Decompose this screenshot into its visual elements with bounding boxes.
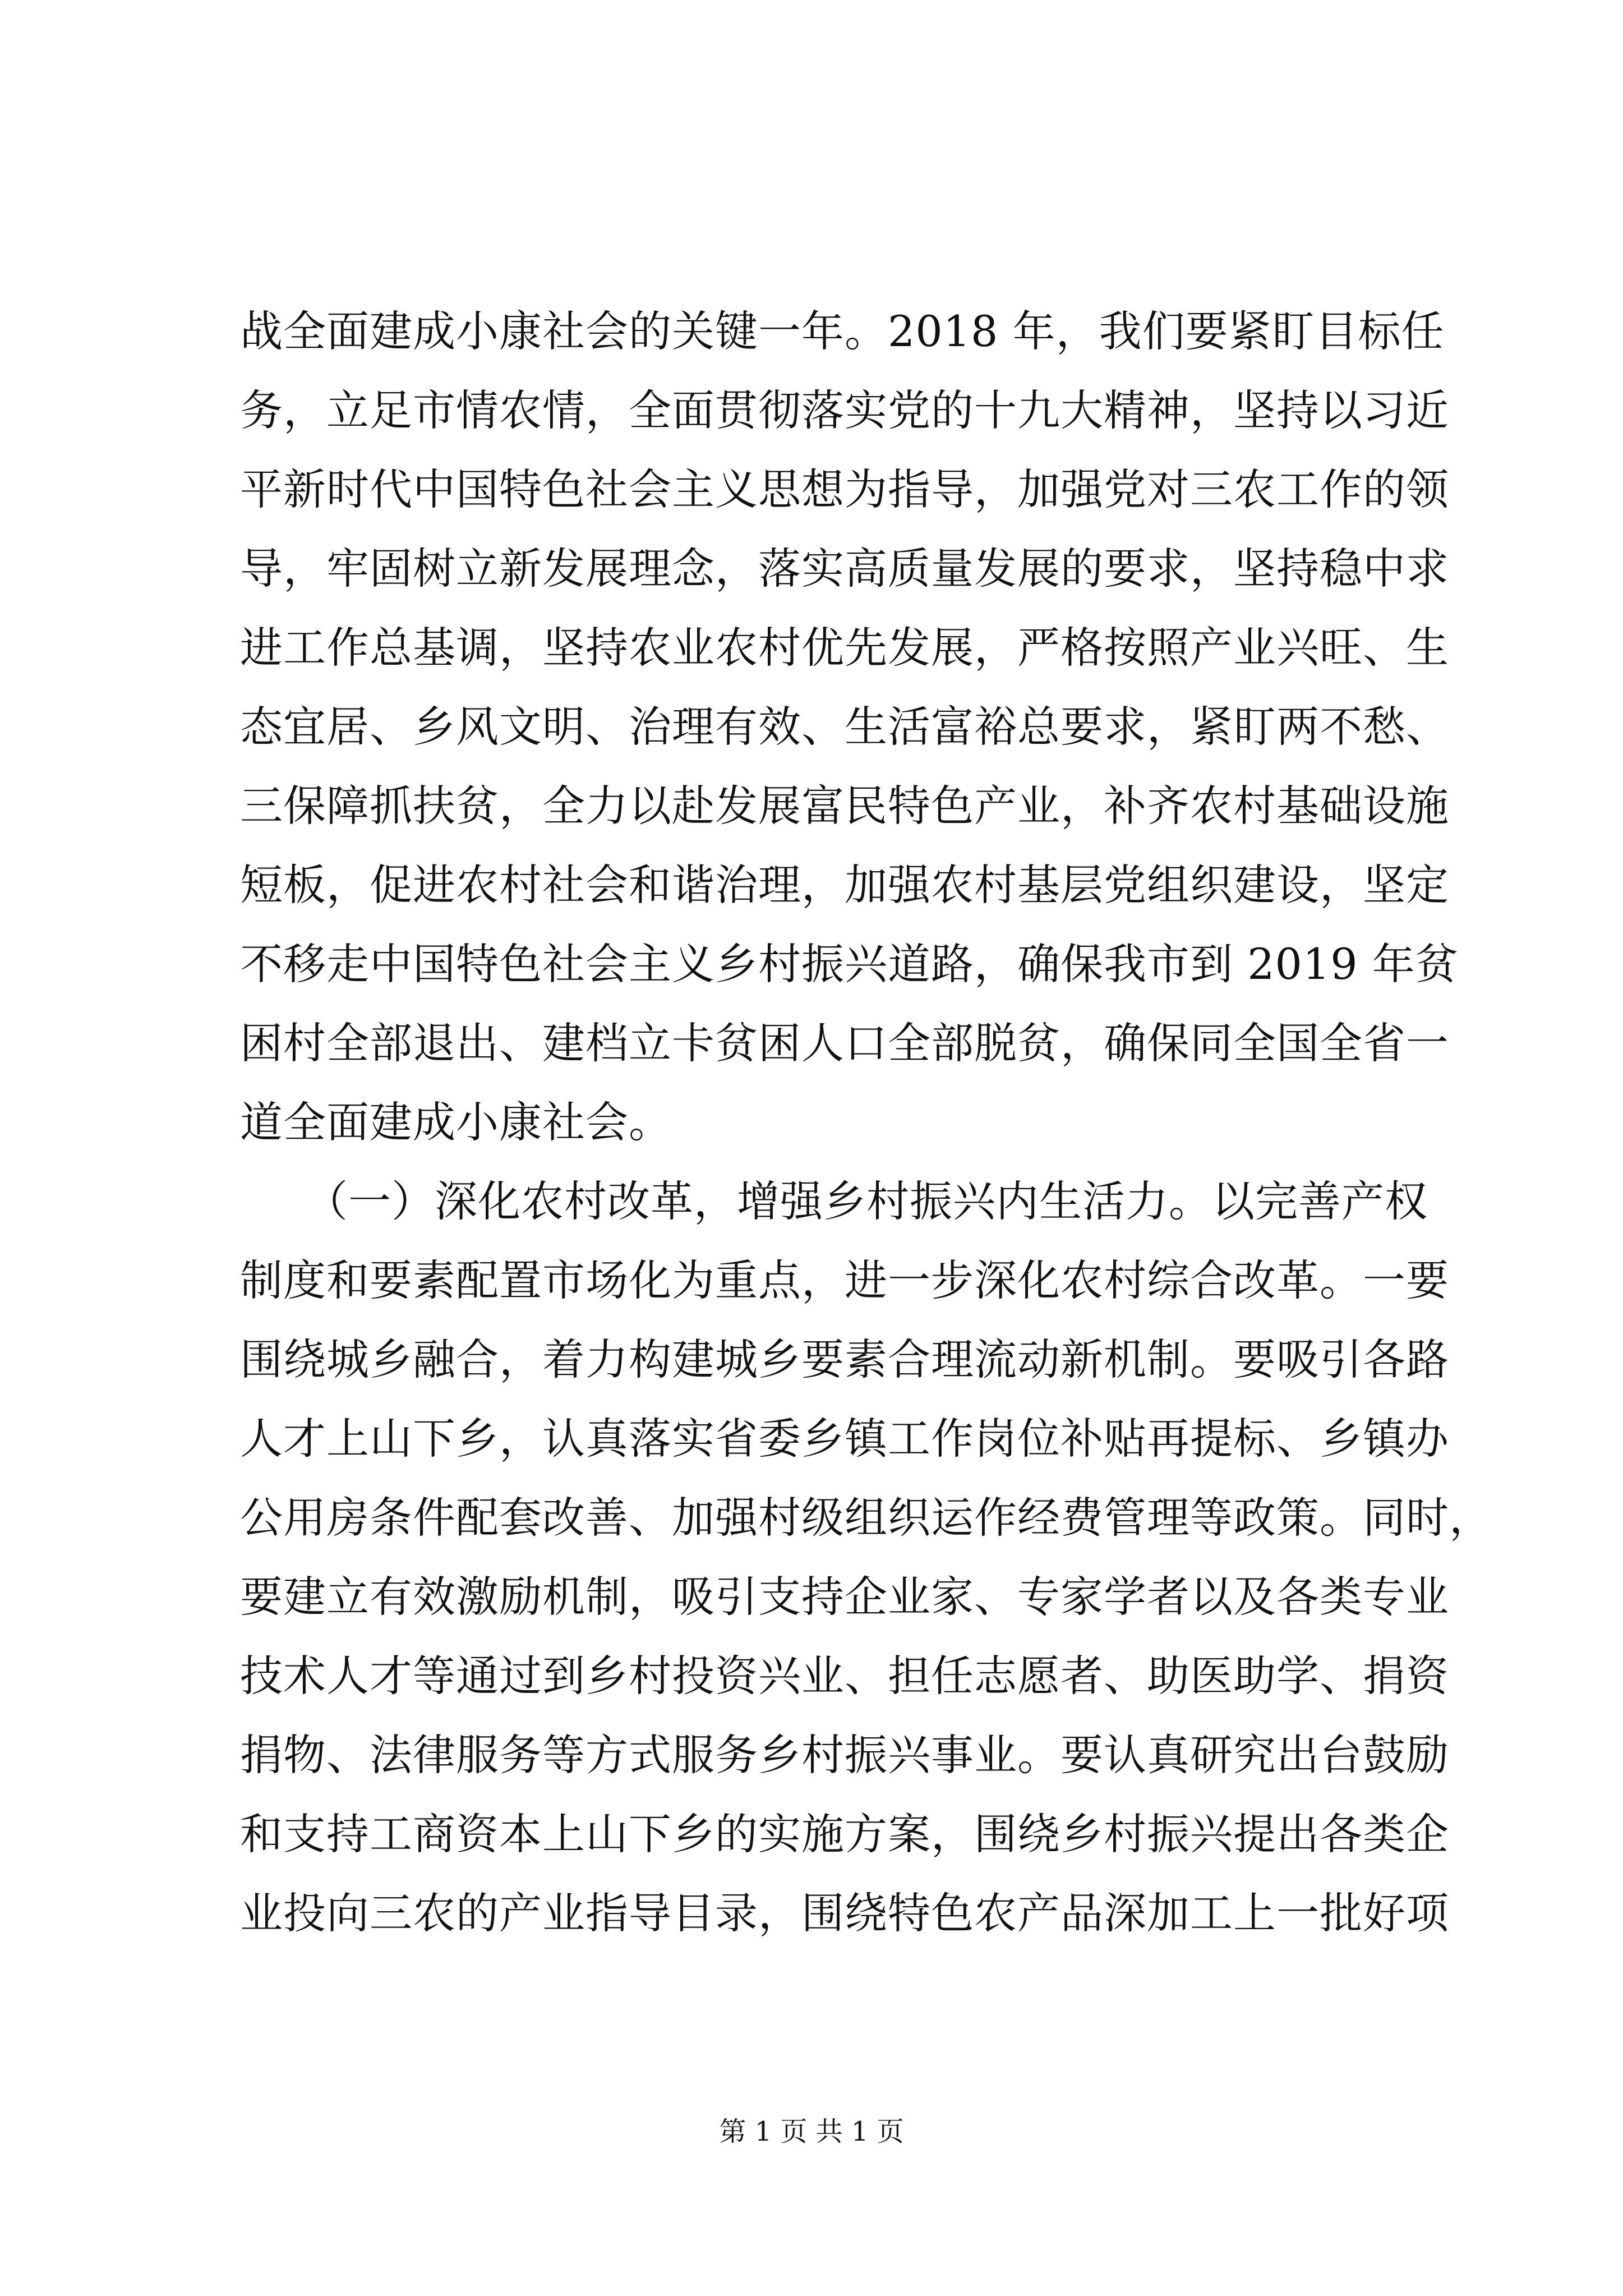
text-line: 道全面建成小康社会。 xyxy=(240,1097,672,1147)
text-line: 捐物、法律服务等方式服务乡村振兴事业。要认真研究出台鼓励 xyxy=(240,1730,1449,1780)
text-line: （一）深化农村改革，增强乡村振兴内生活力。以完善产权 xyxy=(240,1176,1428,1226)
text-line: 要建立有效激励机制，吸引支持企业家、专家学者以及各类专业 xyxy=(240,1572,1449,1622)
text-line: 业投向三农的产业指导目录，围绕特色农产品深加工上一批好项 xyxy=(240,1888,1449,1938)
text-line: 战全面建成小康社会的关键一年。2018 年，我们要紧盯目标任 xyxy=(240,306,1445,356)
text-line: 平新时代中国特色社会主义思想为指导，加强党对三农工作的领 xyxy=(240,464,1449,514)
text-line: 三保障抓扶贫，全力以赴发展富民特色产业，补齐农村基础设施 xyxy=(240,781,1449,831)
text-line: 技术人才等通过到乡村投资兴业、担任志愿者、助医助学、捐资 xyxy=(240,1651,1449,1701)
text-line: 导，牢固树立新发展理念，落实高质量发展的要求，坚持稳中求 xyxy=(240,544,1449,593)
text-line: 和支持工商资本上山下乡的实施方案，围绕乡村振兴提出各类企 xyxy=(240,1809,1449,1859)
text-line: 困村全部退出、建档立卡贫困人口全部脱贫，确保同全国全省一 xyxy=(240,1018,1449,1068)
page-number-footer: 第 1 页 共 1 页 xyxy=(719,2116,904,2147)
text-line: 公用房条件配套改善、加强村级组织运作经费管理等政策。同时， xyxy=(240,1493,1492,1543)
text-line: 进工作总基调，坚持农业农村优先发展，严格按照产业兴旺、生 xyxy=(240,623,1449,673)
document-body xyxy=(240,292,1492,1953)
text-line: 不移走中国特色社会主义乡村振兴道路，确保我市到 2019 年贫 xyxy=(240,939,1459,989)
text-line: 制度和要素配置市场化为重点，进一步深化农村综合改革。一要 xyxy=(240,1255,1449,1305)
text-line: 务，立足市情农情，全面贯彻落实党的十九大精神，坚持以习近 xyxy=(240,385,1449,435)
text-line: 围绕城乡融合，着力构建城乡要素合理流动新机制。要吸引各路 xyxy=(240,1335,1449,1384)
text-line: 态宜居、乡风文明、治理有效、生活富裕总要求，紧盯两不愁、 xyxy=(240,702,1449,752)
text-line: 短板，促进农村社会和谐治理，加强农村基层党组织建设，坚定 xyxy=(240,860,1449,910)
text-line: 人才上山下乡，认真落实省委乡镇工作岗位补贴再提标、乡镇办 xyxy=(240,1414,1449,1464)
